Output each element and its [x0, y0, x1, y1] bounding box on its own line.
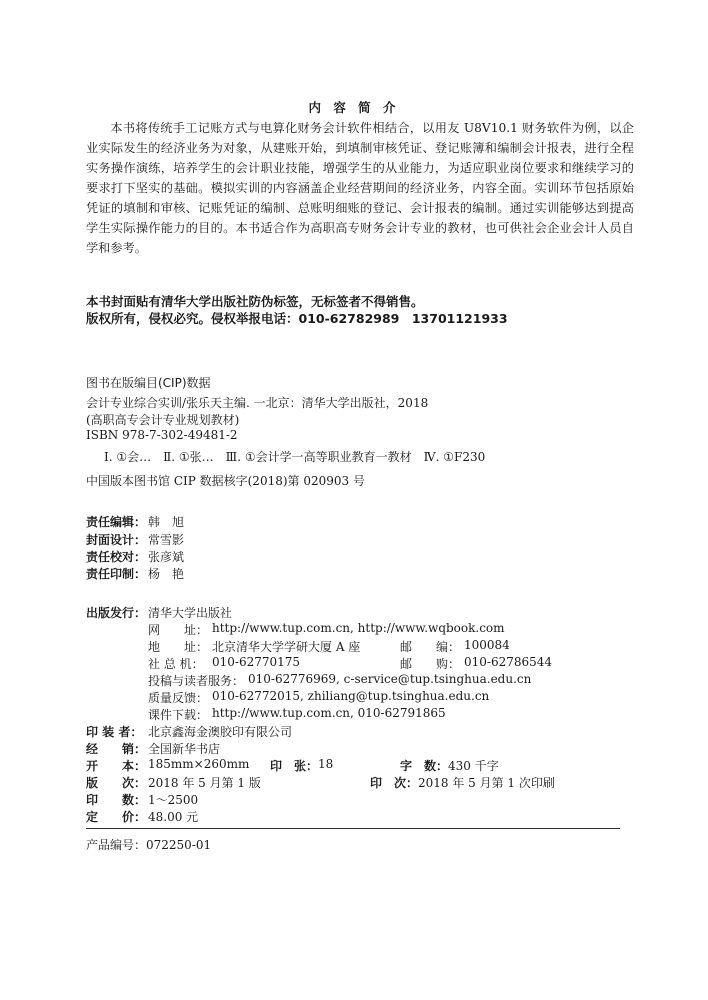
impression-value: 2018 年 5 月第 1 次印刷 [418, 776, 555, 790]
reader-service-value: 010-62776969, c-service@tup.tsinghua.edu.cn [248, 672, 532, 686]
web-label: 网 址： [148, 623, 209, 637]
proofreader-name: 张彦斌 [148, 550, 185, 564]
printer-label: 印 装 者： [86, 725, 143, 739]
print-supervisor-name: 杨 艳 [148, 567, 185, 581]
courseware-download-label: 课件下载： [148, 708, 209, 722]
zip-label: 邮 编： [400, 640, 461, 654]
summary-body [86, 118, 634, 258]
cip-title: 图书在版编目(CIP)数据 [86, 376, 211, 390]
publisher-name: 清华大学出版社 [148, 606, 233, 620]
cover-designer-label: 封面设计： [86, 533, 147, 547]
editor-name: 韩 旭 [148, 515, 185, 529]
distributor-value: 全国新华书店 [148, 742, 221, 756]
format-value: 185mm×260mm [148, 757, 250, 771]
summary-paragraph: 本书将传统手工记账方式与电算化财务会计软件相结合，以用友 U8V10.1 财务软件为例，以企业实际发生的经济业务为对象，从建账开始，到填制审核凭证、登记账簿和编制会计报表，进行全程实务操作演练，培养学生的会计职业技能，增强学生的从业能力，为适应职业岗位要求和继续学习的要求打下坚实的基础。模拟实训的内容涵盖企业经营期间的经济业务，内容全面。实训环节包括原始凭证的填制和审核、记账凭证的编制、总账明细账的登记、会计报表的编制。通过实训能够达到提高学生实际操作能力的目的。本书适合作为高职高专财务会计专业的教材，也可供社会企业会计人员自学和参考。 [86, 121, 634, 255]
proofreader-label: 责任校对： [86, 550, 147, 564]
format-label: 开 本： [86, 759, 147, 773]
reader-service-label: 投稿与读者服务： [148, 674, 245, 688]
mail-order-label: 邮 购： [400, 657, 461, 671]
cip-line: 会计专业综合实训/张乐天主编. 一北京：清华大学出版社，2018 [86, 396, 429, 410]
print-run-value: 1～2500 [148, 793, 199, 807]
editor-label: 责任编辑： [86, 515, 147, 529]
quality-feedback-value: 010-62772015, zhiliang@tup.tsinghua.edu.cn [212, 689, 490, 703]
cover-designer-name: 常雪影 [148, 533, 185, 547]
print-supervisor-label: 责任印制： [86, 567, 147, 581]
printed-sheets-value: 18 [318, 757, 334, 771]
cip-classification: Ⅰ. ①会… Ⅱ. ①张… Ⅲ. ①会计学一高等职业教育一教材 Ⅳ. ①F230 [104, 450, 486, 464]
summary-title: 内 容 简 介 [308, 100, 400, 115]
cip-isbn: ISBN 978-7-302-49481-2 [86, 428, 238, 442]
price-value: 48.00 元 [148, 810, 199, 824]
divider [86, 828, 620, 829]
printer-value: 北京鑫海金澳胶印有限公司 [148, 725, 293, 739]
anti-counterfeit-notice: 本书封面贴有清华大学出版社防伪标签，无标签者不得销售。 [86, 294, 424, 309]
courseware-download-value: http://www.tup.com.cn, 010-62791865 [212, 706, 446, 720]
distributor-label: 经 销： [86, 742, 147, 756]
impression-label: 印 次： [370, 776, 419, 790]
switchboard-value: 010-62770175 [212, 655, 301, 669]
mail-order-value: 010-62786544 [464, 655, 553, 669]
product-code: 产品编号：072250-01 [86, 838, 212, 852]
address-value: 北京清华大学学研大厦 A 座 [212, 640, 361, 654]
print-run-label: 印 数： [86, 793, 147, 807]
cip-line: (高职高专会计专业规划教材) [86, 413, 240, 427]
quality-feedback-label: 质量反馈： [148, 691, 209, 705]
word-count-label: 字 数： [400, 759, 449, 773]
word-count-value: 430 千字 [448, 759, 499, 773]
web-value: http://www.tup.com.cn, http://www.wqbook.com [212, 621, 505, 635]
printed-sheets-label: 印 张： [270, 759, 319, 773]
zip-value: 100084 [464, 638, 510, 652]
publisher-label: 出版发行： [86, 606, 147, 620]
copyright-notice: 版权所有，侵权必究。侵权举报电话：010-62782989 13701121933 [86, 311, 508, 326]
switchboard-label: 社 总 机： [148, 657, 204, 671]
cip-record-number: 中国版本图书馆 CIP 数据核字(2018)第 020903 号 [86, 474, 365, 488]
edition-value: 2018 年 5 月第 1 版 [148, 776, 261, 790]
price-label: 定 价： [86, 810, 147, 824]
address-label: 地 址： [148, 640, 209, 654]
edition-label: 版 次： [86, 776, 147, 790]
